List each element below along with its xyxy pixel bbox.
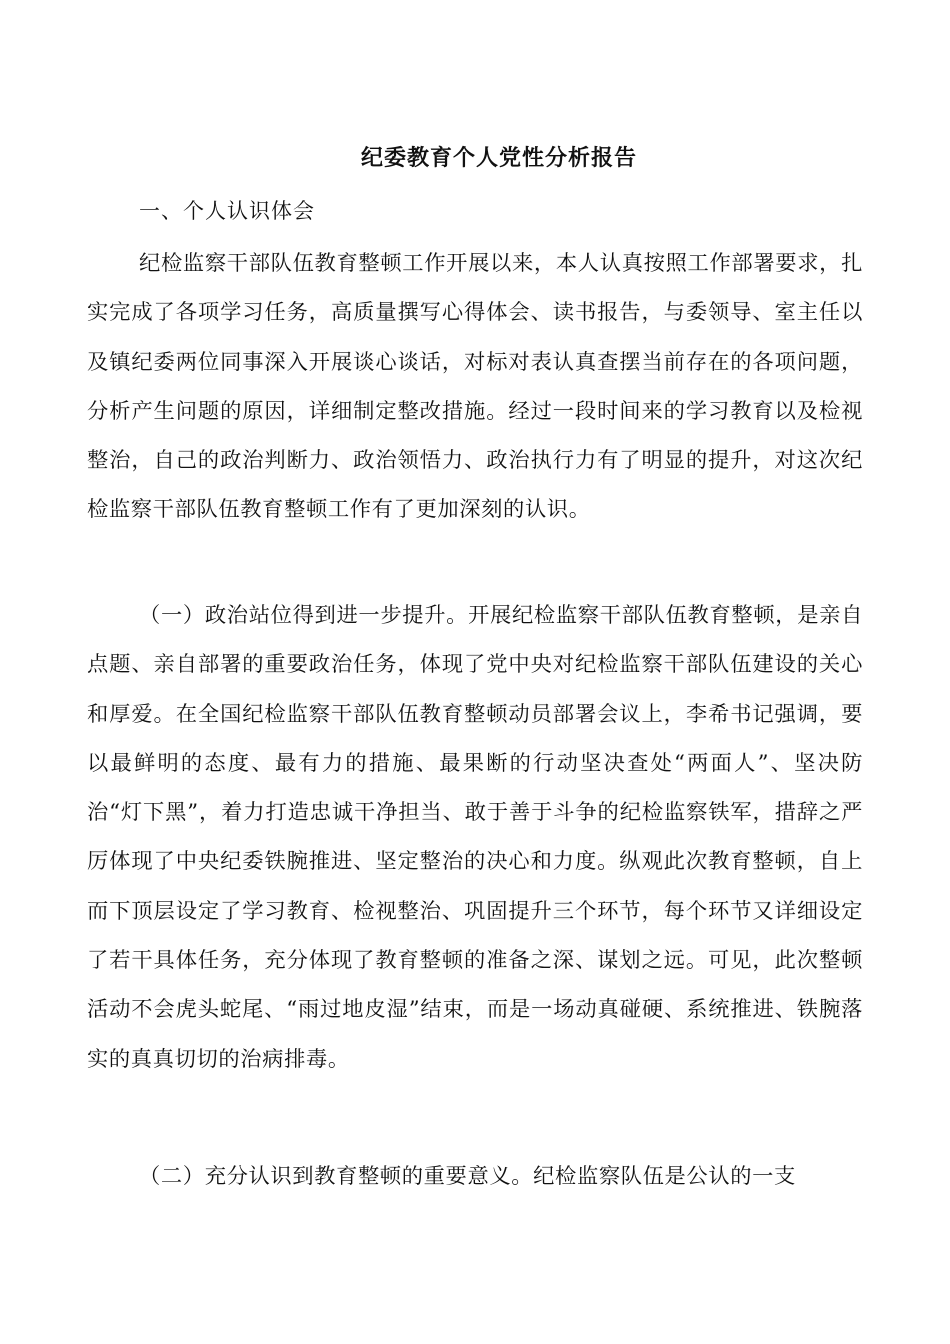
paragraph-intro: 纪检监察干部队伍教育整顿工作开展以来，本人认真按照工作部署要求，扎实完成了各项学习任务，高质量撰写心得体会、读书报告，与委领导、室主任以及镇纪委两位同事深入开展谈心谈话，对标对表认真查摆当前存在的各项问题，分析产生问题的原因，详细制定整改措施。经过一段时间来的学习教育以及检视整治，自己的政治判断力、政治领悟力、政治执行力有了明显的提升，对这次纪检监察干部队伍教育整顿工作有了更加深刻的认识。 [87,251,863,523]
paragraph-political-stance: （一）政治站位得到进一步提升。开展纪检监察干部队伍教育整顿，是亲自点题、亲自部署的重要政治任务，体现了党中央对纪检监察干部队伍建设的关心和厚爱。在全国纪检监察干部队伍教育整顿动员部署会议上，李希书记强调，要以最鲜明的态度、最有力的措施、最果断的行动坚决查处“两面人”、坚决防治“灯下黑”，着力打造忠诚干净担当、敢于善于斗争的纪检监察铁军，措辞之严厉体现了中央纪委铁腕推进、坚定整治的决心和力度。纵观此次教育整顿，自上而下顶层设定了学习教育、检视整治、巩固提升三个环节，每个环节又详细设定了若干具体任务，充分体现了教育整顿的准备之深、谋划之远。可见，此次整顿活动不会虎头蛇尾、“雨过地皮湿”结束，而是一场动真碰硬、系统推进、铁腕落实的真真切切的治病排毒。 [87,603,863,1072]
paragraph-significance: （二）充分认识到教育整顿的重要意义。纪检监察队伍是公认的一支 [139,1164,796,1189]
document-title: 纪委教育个人党性分析报告 [360,145,637,171]
section-heading: 一、个人认识体会 [139,199,315,223]
